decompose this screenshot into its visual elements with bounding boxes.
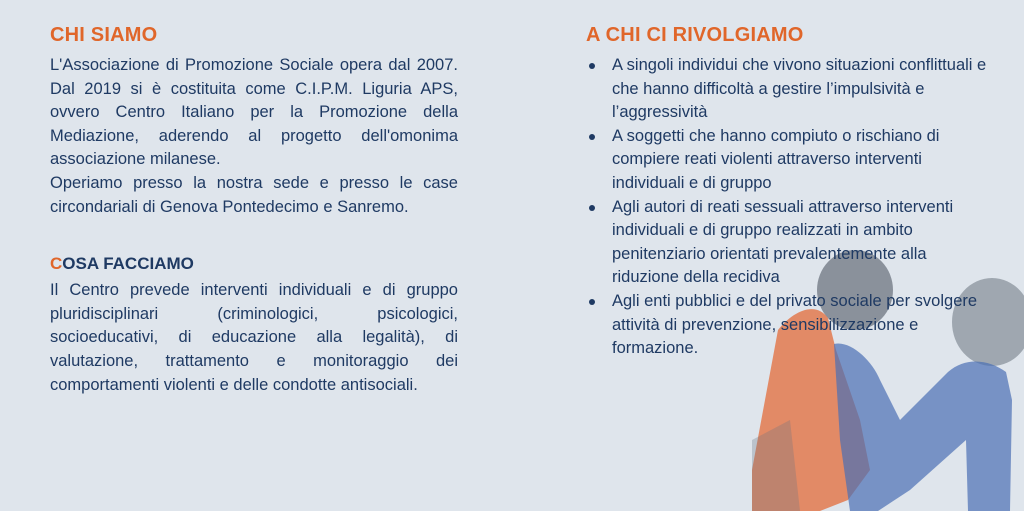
list-item-text: A soggetti che hanno compiuto o rischiano di compiere reati violenti attraverso interventi individuali e di gruppo <box>612 126 940 192</box>
list-item <box>586 196 996 290</box>
logo-stroke-blue <box>834 343 1012 511</box>
target-list <box>586 54 996 361</box>
list-item-text: A singoli individui che vivono situazioni conflittuali e che hanno difficoltà a gestire l’impulsività e l’aggressività <box>612 56 987 122</box>
left-column <box>50 22 458 397</box>
a-chi-ci-rivolgiamo-heading: A CHI CI RIVOLGIAMO <box>586 24 804 46</box>
list-item <box>586 290 996 361</box>
bullet-dot-icon <box>589 134 595 140</box>
bullet-dot-icon <box>589 63 595 69</box>
cosa-facciamo-heading-initial: C <box>50 254 63 274</box>
list-item <box>586 54 996 125</box>
list-item-text: Agli enti pubblici e del privato sociale per svolgere attività di prevenzione, sensibilizzazione e formazione. <box>612 291 978 358</box>
right-column <box>586 22 996 361</box>
chi-siamo-heading: CHI SIAMO <box>50 24 158 46</box>
cosa-facciamo-paragraph: Il Centro prevede interventi individuali e di gruppo pluridisciplinari (criminologici, psicologici, socioeducativi, di educazione alla legalità), di valutazione, trattamento e monitoraggio dei comportamenti violenti e delle condotte antisociali. <box>50 281 458 394</box>
bullet-dot-icon <box>589 299 595 305</box>
bullet-dot-icon <box>589 205 595 211</box>
list-item <box>586 125 996 196</box>
list-item-text: Agli autori di reati sessuali attraverso interventi individuali e di gruppo realizzati in ambito penitenziario orientati prevalentemente alla riduzione della recidiva <box>612 197 954 287</box>
chi-siamo-paragraph-1: L'Associazione di Promozione Sociale opera dal 2007. Dal 2019 si è costituita come C.I.P.M. Liguria APS, ovvero Centro Italiano per la Promozione della Mediazione, aderendo al progetto dell'omonima associazione milanese. <box>50 56 458 169</box>
cosa-facciamo-heading <box>50 253 458 275</box>
cosa-facciamo-heading-rest: OSA FACCIAMO <box>62 254 194 274</box>
chi-siamo-paragraph-2: Operiamo presso la nostra sede e presso le case circondariali di Genova Pontedecimo e Sanremo. <box>50 173 458 216</box>
